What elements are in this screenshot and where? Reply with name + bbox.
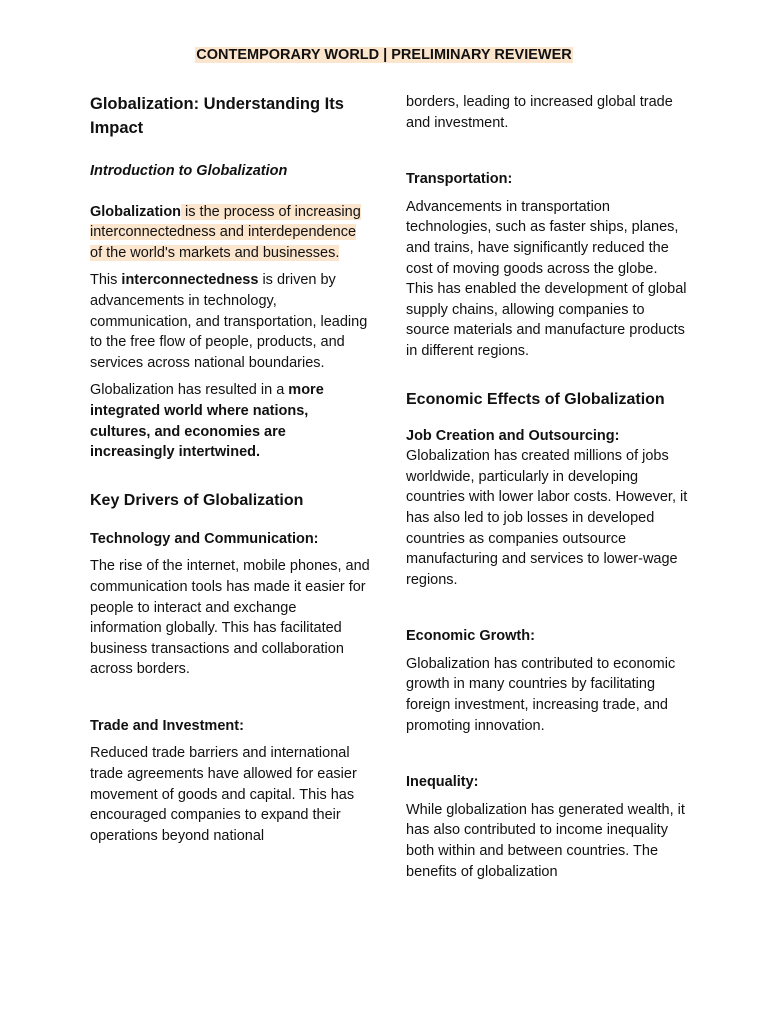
transport-heading: Transportation: <box>406 171 513 188</box>
growth-paragraph: Globalization has contributed to economic growth in many countries by facilitating foreign investment, increasing trade, and promoting innovation. <box>406 655 676 734</box>
right-column <box>406 92 688 882</box>
trade-heading: Trade and Investment: <box>90 717 244 734</box>
trade-continued-paragraph: borders, leading to increased global trade and investment. <box>406 94 673 131</box>
jobs-heading: Job Creation and Outsourcing: <box>406 427 620 444</box>
transport-paragraph: Advancements in transportation technologies, such as faster ships, planes, and trains, have significantly reduced the cost of moving goods across the globe. This has enabled the development of global supply chains, allowing companies to source materials and manufacture products in different regions. <box>406 198 687 359</box>
growth-heading: Economic Growth: <box>406 628 535 645</box>
inequality-heading: Inequality: <box>406 774 479 791</box>
integration-paragraph: Globalization has resulted in a more integrated world where nations, cultures, and economies are increasingly intertwined. <box>90 382 324 461</box>
definition-term: Globalization <box>90 203 182 220</box>
trade-paragraph: Reduced trade barriers and international trade agreements have allowed for easier movement of goods and capital. This has encouraged companies to expand their operations beyond national <box>90 745 357 844</box>
drivers-heading: Key Drivers of Globalization <box>90 491 304 509</box>
left-column <box>90 92 370 846</box>
economic-effects-heading: Economic Effects of Globalization <box>406 390 665 408</box>
definition-highlight: is the process of increasing interconnectedness and interdependence of the world's markets and businesses. <box>90 203 361 261</box>
definition-paragraph <box>90 202 370 264</box>
intro-heading: Introduction to Globalization <box>90 163 288 179</box>
header-text: CONTEMPORARY WORLD | PRELIMINARY REVIEWER <box>196 47 572 63</box>
document-title: Globalization: Understanding Its Impact <box>90 95 344 137</box>
inequality-paragraph: While globalization has generated wealth, it has also contributed to income inequality both within and between countries. The benefits of globalization <box>406 801 685 880</box>
tech-heading: Technology and Communication: <box>90 530 319 547</box>
document-header <box>0 46 768 64</box>
jobs-paragraph: Globalization has created millions of jobs worldwide, particularly in developing countries with lower labor costs. However, it has also led to job losses in developed countries as companies outsource manufacturing and services to lower-wage regions. <box>406 448 688 588</box>
interconnectedness-paragraph: This interconnectedness is driven by advancements in technology, communication, and transportation, leading to the free flow of people, products, and services across national boundaries. <box>90 272 368 371</box>
tech-paragraph: The rise of the internet, mobile phones, and communication tools has made it easier for people to interact and exchange information globally. This has facilitated business transactions and collaboration across borders. <box>90 558 370 678</box>
